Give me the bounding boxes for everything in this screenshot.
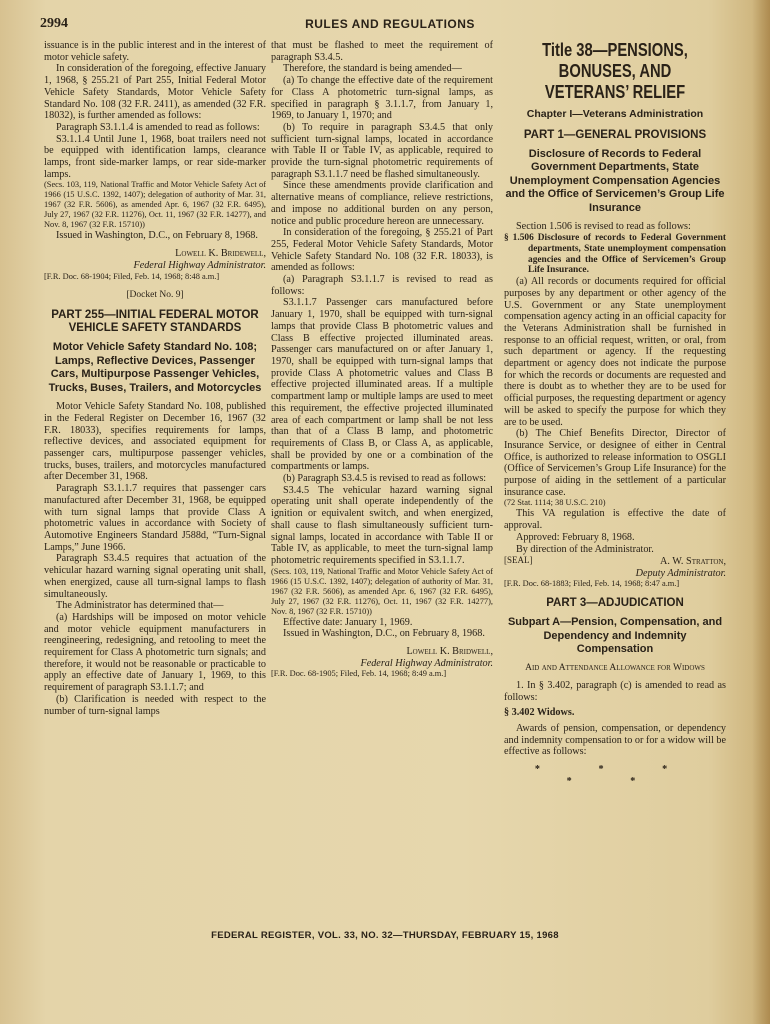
signature-title: Federal Highway Administrator. xyxy=(360,657,493,669)
paragraph: S3.1.1.4 Until June 1, 1968, boat trailers need not be equipped with identification lamps, clearance lamps, front side-marker lamps, or rear side-marker lamps. xyxy=(44,133,266,180)
column-3 xyxy=(504,40,726,890)
paragraph: S3.4.5 The vehicular hazard warning signal operating unit shall operate independently of the ignition or equivalent switch, and when energized, shall cause to flash simultaneously sufficient turn-signal lamps, located in accordance with Table II or Table IV, as applicable, to meet the turn-signal lamp photometric requirements specified in S3.1.1.7. xyxy=(271,484,493,566)
signature-name: Lowell K. Bridwell, xyxy=(406,646,493,658)
chapter-heading: Chapter I—Veterans Administration xyxy=(526,108,704,120)
signature-name: Lowell K. Bridewell, xyxy=(175,248,266,260)
paragraph: S3.1.1.7 Passenger cars manufactured before January 1, 1970, shall be equipped with turn-signal lamps that provide Class B photometric values and Class B effective projected illuminated areas. Passenger cars manufactured on or after January 1, 1970, shall be equipped with turn-signal lamps that provide Class A photometric values and Class B effective projected illuminated areas. If a multiple compartment lamp or multiple lamps are used to meet this requirement, the effective projected illuminated area of each compartment or lamp shall be not less than that of a Class B lamp, and photometric requirements of Class B, or Class A, as applicable, shall be provided by one or a combination of the compartments or lamps. xyxy=(271,297,493,473)
signature-title: Deputy Administrator. xyxy=(635,567,726,579)
signature-title: Federal Highway Administrator. xyxy=(133,259,266,271)
paragraph: This VA regulation is effective the date of approval. xyxy=(504,508,726,532)
paragraph: (b) The Chief Benefits Director, Director of Insurance Service, or designee of either in Central Office, is authorized to release information to OSGLI (Office of Servicemen’s Group Life Insurance) for the purpose of aiding in the settlement of a particular insurance case. xyxy=(504,428,726,498)
ellipsis-stars: * * * * * xyxy=(534,764,696,787)
paragraph: (a) Paragraph S3.1.1.7 is revised to read as follows: xyxy=(271,274,493,297)
paragraph: 1. In § 3.402, paragraph (c) is amended to read as follows: xyxy=(504,679,726,703)
paragraph: Since these amendments provide clarification and alternative means of compliance, relieve restrictions, and impose no additional burden on any person, notice and public procedure hereon are unnecessary. xyxy=(271,180,493,227)
part-heading: PART 1—GENERAL PROVISIONS xyxy=(523,128,707,141)
paragraph: that must be flashed to meet the requirement of paragraph S3.4.5. xyxy=(271,40,493,63)
paragraph: Effective date: January 1, 1969. xyxy=(283,616,413,628)
section-heading: § 1.506 Disclosure of records to Federal Government departments, State unemployment compensation agencies and the Office of Servicemen’s Group Life Insurance. xyxy=(504,232,726,276)
page-edge-shadow xyxy=(752,0,770,1024)
paragraph: Paragraph S3.1.1.4 is amended to read as follows: xyxy=(56,121,260,133)
subpart-heading: Motor Vehicle Safety Standard No. 108; Lamps, Reflective Devices, Passenger Cars, Multipurpose Passenger Vehicles, Trucks, Buses, Trailers, and Motorcycles xyxy=(48,341,262,394)
paragraph: Therefore, the standard is being amended— xyxy=(283,63,462,75)
paragraph: Paragraph S3.4.5 requires that actuation of the vehicular hazard warning signal operating unit shall, when energized, cause all turn-signal lamps to flash simultaneously. xyxy=(44,553,266,600)
page-footer: FEDERAL REGISTER, VOL. 33, NO. 32—THURSDAY, FEBRUARY 15, 1968 xyxy=(211,930,559,941)
fr-doc-note: [F.R. Doc. 68-1904; Filed, Feb. 14, 1968; 8:48 a.m.] xyxy=(44,271,220,281)
fr-doc-note: [F.R. Doc. 68-1905; Filed, Feb. 14, 1968; 8:49 a.m.] xyxy=(271,669,447,679)
part-heading: PART 255—INITIAL FEDERAL MOTOR VEHICLE SAFETY STANDARDS xyxy=(51,309,259,335)
section-heading: § 3.402 Widows. xyxy=(504,707,575,719)
column-2 xyxy=(271,40,493,890)
title-heading: Title 38—PENSIONS, BONUSES, AND VETERANS’ RELIEF xyxy=(542,40,688,102)
paragraph: (b) Clarification is needed with respect to the number of turn-signal lamps xyxy=(44,693,266,717)
running-head: RULES AND REGULATIONS xyxy=(305,17,475,31)
paragraph: Issued in Washington, D.C., on February 8, 1968. xyxy=(283,628,485,640)
citation: (Secs. 103, 119, National Traffic and Motor Vehicle Safety Act of 1966 (15 U.S.C. 1392, 1407); delegation of authority of Mar. 31, 1967 (32 F.R. 5606), as amended Apr. 6, 1967 (32 F.R. 6495), July 27, 1967 (32 F.R. 11276), Oct. 11, 1967 (32 F.R. 14277), and Nov. 8, 1967 (32 F.R. 15710)) xyxy=(44,180,266,230)
subpart-heading: Subpart A—Pension, Compensation, and Dependency and Indemnity Compensation xyxy=(507,616,723,656)
docket-number: [Docket No. 9] xyxy=(126,289,184,300)
paragraph: In consideration of the foregoing, effective January 1, 1968, § 255.21 of Part 255, Initial Federal Motor Vehicle Safety Standards, Motor Vehicle Safety Standard No. 108 (32 F.R. 2411), as amended (32 F.R. 18032), is further amended as follows: xyxy=(44,63,266,122)
paragraph: Issued in Washington, D.C., on February 8, 1968. xyxy=(56,230,258,242)
paragraph: Awards of pension, compensation, or dependency and indemnity compensation to or for a widow will be effective as follows: xyxy=(504,722,726,758)
paragraph: Section 1.506 is revised to read as follows: xyxy=(516,221,691,233)
part-heading: PART 3—ADJUDICATION xyxy=(546,597,684,610)
citation: (Secs. 103, 119, National Traffic and Motor Vehicle Safety Act of 1966 (15 U.S.C. 1392, 1407); delegation of authority of Mar. 31, 1967 (32 F.R. 5606), as amended Apr. 6, 1967 (32 F.R. 6495), July 27, 1967 (32 F.R. 11276), Oct. 11, 1967 (32 F.R. 14277), Nov. 8, 1967 (32 F.R. 15710)) xyxy=(271,566,493,616)
paragraph: (b) To require in paragraph S3.4.5 that only sufficient turn-signal lamps, located in accordance with Table II or Table IV, as applicable, required to provide the turn-signal photometric requirements of paragraph S3.1.1.7 need be flashed simultaneously. xyxy=(271,121,493,180)
page-header xyxy=(40,16,740,36)
paragraph: issuance is in the public interest and in the interest of motor vehicle safety. xyxy=(44,40,266,63)
paragraph: (a) To change the effective date of the requirement for Class A photometric turn-signal lamps, as specified in paragraph § 3.1.1.7, from January 1, 1969, to January 1, 1970; and xyxy=(271,75,493,122)
paragraph: Approved: February 8, 1968. xyxy=(516,531,635,543)
paragraph: (a) All records or documents required for official purposes by any department or other agency of the U.S. Government or any State unemployment compensation agency acting in an official capacity for the Veterans Administration shall be furnished in response to an official request, written, or oral, from such department or agency. If the requesting department or agency does not indicate the purpose for which the records or documents are requested and there is doubt as to whether they are to be used for official purposes, the requesting department or agency will be asked to specify the purpose for which they are to be used. xyxy=(504,276,726,428)
signature-name: A. W. Stratton, xyxy=(659,555,726,567)
subpart-heading: Disclosure of Records to Federal Government Departments, State Unemployment Compensation Agencies and the Office of Servicemen’s Group Life Insurance xyxy=(505,147,725,214)
page-number: 2994 xyxy=(40,16,68,31)
paragraph: In consideration of the foregoing, § 255.21 of Part 255, Federal Motor Vehicle Safety Standards, Motor Vehicle Safety Standard No. 108 (32 F.R. 18033), is amended as follows: xyxy=(271,227,493,274)
section-group-heading: Aid and Attendance Allowance for Widows xyxy=(525,662,705,673)
paragraph: (b) Paragraph S3.4.5 is revised to read as follows: xyxy=(283,473,487,485)
column-1 xyxy=(44,40,266,890)
paragraph: By direction of the Administrator. xyxy=(516,543,654,555)
citation: (72 Stat. 1114; 38 U.S.C. 210) xyxy=(504,498,606,508)
paragraph: (a) Hardships will be imposed on motor vehicle and motor vehicle equipment manufacturers in reengineering, redesigning, and retooling to meet the requirement for Class A photometric turn signals; and therefore, it would not be reasonable or practicable to apply an effective date of January 1, 1969, to this requirement of paragraph S3.1.1.7; and xyxy=(44,611,266,694)
paragraph: The Administrator has determined that— xyxy=(56,600,224,612)
paragraph: Paragraph S3.1.1.7 requires that passenger cars manufactured after December 31, 1968, be equipped with turn signal lamps that provide Class A photometric values in accordance with Society of Automotive Engineers Standard J588d, “Turn-Signal Lamps,” June 1966. xyxy=(44,483,266,553)
paragraph: Motor Vehicle Safety Standard No. 108, published in the Federal Register on December 16, 1967 (32 F.R. 18033), specifies requirements for lamps, reflective devices, and associated equipment for passenger cars, multipurpose passenger vehicles, trucks, buses, trailers, and motorcycles manufactured after December 31, 1968. xyxy=(44,401,266,483)
seal-label: [SEAL] xyxy=(504,555,533,566)
fr-doc-note: [F.R. Doc. 68-1883; Filed, Feb. 14, 1968; 8:47 a.m.] xyxy=(504,579,680,589)
